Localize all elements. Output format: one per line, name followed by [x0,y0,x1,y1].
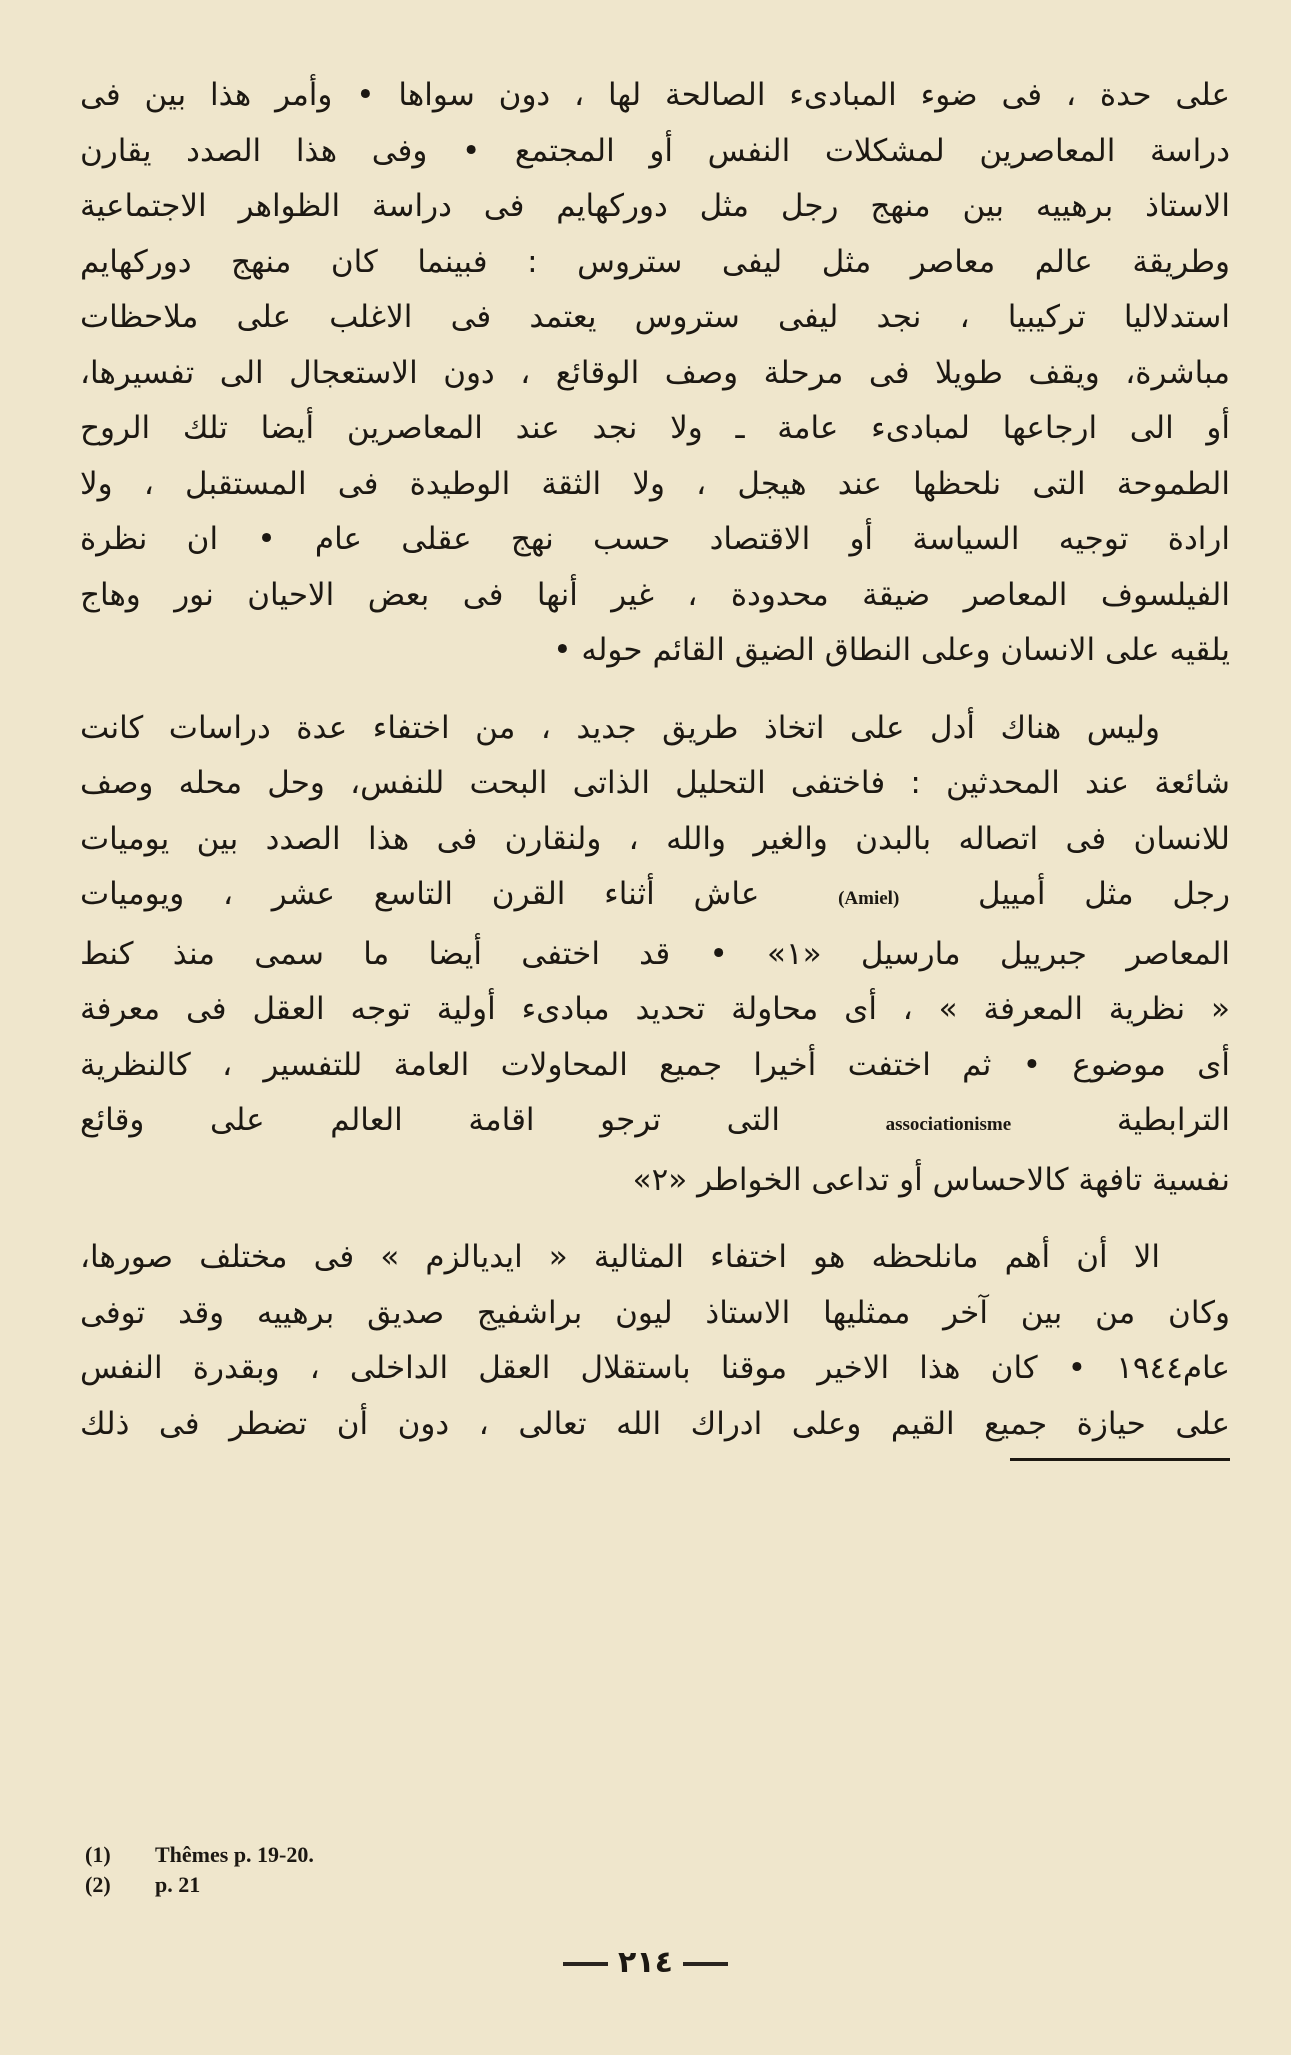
dash-ornament [683,1962,728,1966]
footnote-number: (1) [85,1842,111,1867]
text-line: الفيلسوف المعاصر ضيقة محدودة ، غير أنها فى بعض الاحيان نور وهاج [80,576,1230,613]
text-line: استدلاليا تركيبيا ، نجد ليفى ستروس يعتمد فى الاغلب على ملاحظات [80,299,1230,335]
text-line: أى موضوع • ثم اختفت أخيرا جميع المحاولات العامة للتفسير ، كالنظرية [80,1046,1230,1083]
footnotes [85,1840,314,1900]
text-line: شائعة عند المحدثين : فاختفى التحليل الذاتى البحت للنفس، وحل محله وصف [80,765,1230,801]
text-line: وطريقة عالم معاصر مثل ليفى ستروس : فبينما كان منهج دوركهايم [80,243,1230,280]
text-segment: رجل مثل أمييل [978,876,1230,912]
text-line: يلقيه على الانسان وعلى النطاق الضيق القائم حوله • [553,632,1230,668]
latin-term-amiel: (Amiel) [838,888,900,909]
text-line: دراسة المعاصرين لمشكلات النفس أو المجتمع • وفى هذا الصدد يقارن [80,132,1230,169]
text-segment: التى ترجو اقامة العالم على وقائع [80,1102,780,1138]
text-line: الا أن أهم مانلحظه هو اختفاء المثالية « ايديالزم » فى مختلف صورها، [80,1239,1160,1275]
text-line: المعاصر جبرييل مارسيل «١» • قد اختفى أيضا ما سمى منذ كنط [80,935,1230,972]
paragraph-3 [80,1230,1230,1452]
text-segment: عاش أثناء القرن التاسع عشر ، ويوميات [80,876,760,912]
text-line: الطموحة التى نلحظها عند هيجل ، ولا الثقة الوطيدة فى المستقبل ، ولا [80,465,1230,502]
footnote-text: Thêmes p. 19-20. [155,1842,314,1867]
footnote-number: (2) [85,1872,111,1897]
text-line-associationisme [80,1093,1230,1153]
footnote-text: p. 21 [155,1872,201,1897]
text-line: ارادة توجيه السياسة أو الاقتصاد حسب نهج عقلى عام • ان نظرة [80,521,1230,557]
paragraph-1 [80,68,1230,679]
text-line: وليس هناك أدل على اتخاذ طريق جديد ، من اختفاء عدة دراسات كانت [80,709,1160,746]
text-line-amiel [80,867,1230,927]
paragraph-2 [80,701,1230,1209]
document-page [80,68,1230,1466]
footnote-1 [85,1840,314,1870]
latin-term-associationisme: associationisme [885,1114,1012,1135]
text-line: أو الى ارجاعها لمبادىء عامة ـ ولا نجد عند المعاصرين أيضا تلك الروح [80,410,1230,446]
text-line: الاستاذ برهييه بين منهج رجل مثل دوركهايم فى دراسة الظواهر الاجتماعية [80,188,1230,224]
text-line: على حدة ، فى ضوء المبادىء الصالحة لها ، دون سواها • وأمر هذا بين فى [80,77,1230,113]
text-line: للانسان فى اتصاله بالبدن والغير والله ، ولنقارن فى هذا الصدد بين يوميات [80,820,1230,857]
text-line: مباشرة، ويقف طويلا فى مرحلة وصف الوقائع ، دون الاستعجال الى تفسيرها، [80,354,1230,391]
text-line: نفسية تافهة كالاحساس أو تداعى الخواطر «٢» [632,1161,1230,1198]
text-line: وكان من بين آخر ممثليها الاستاذ ليون براشفيج صديق برهييه وقد توفى [80,1294,1230,1331]
page-number [0,1945,1291,1980]
page-number-text: ٢١٤ [618,1945,673,1980]
text-line: عام١٩٤٤ • كان هذا الاخير موقنا باستقلال العقل الداخلى ، وبقدرة النفس [80,1350,1230,1386]
footnote-separator [1010,1458,1230,1461]
text-segment: الترابطية [1116,1102,1230,1138]
text-line: « نظرية المعرفة » ، أى محاولة تحديد مبادىء أولية توجه العقل فى معرفة [80,991,1230,1027]
footnote-2 [85,1870,314,1900]
dash-ornament [563,1962,608,1966]
text-line: على حيازة جميع القيم وعلى ادراك الله تعالى ، دون أن تضطر فى ذلك [80,1405,1230,1442]
